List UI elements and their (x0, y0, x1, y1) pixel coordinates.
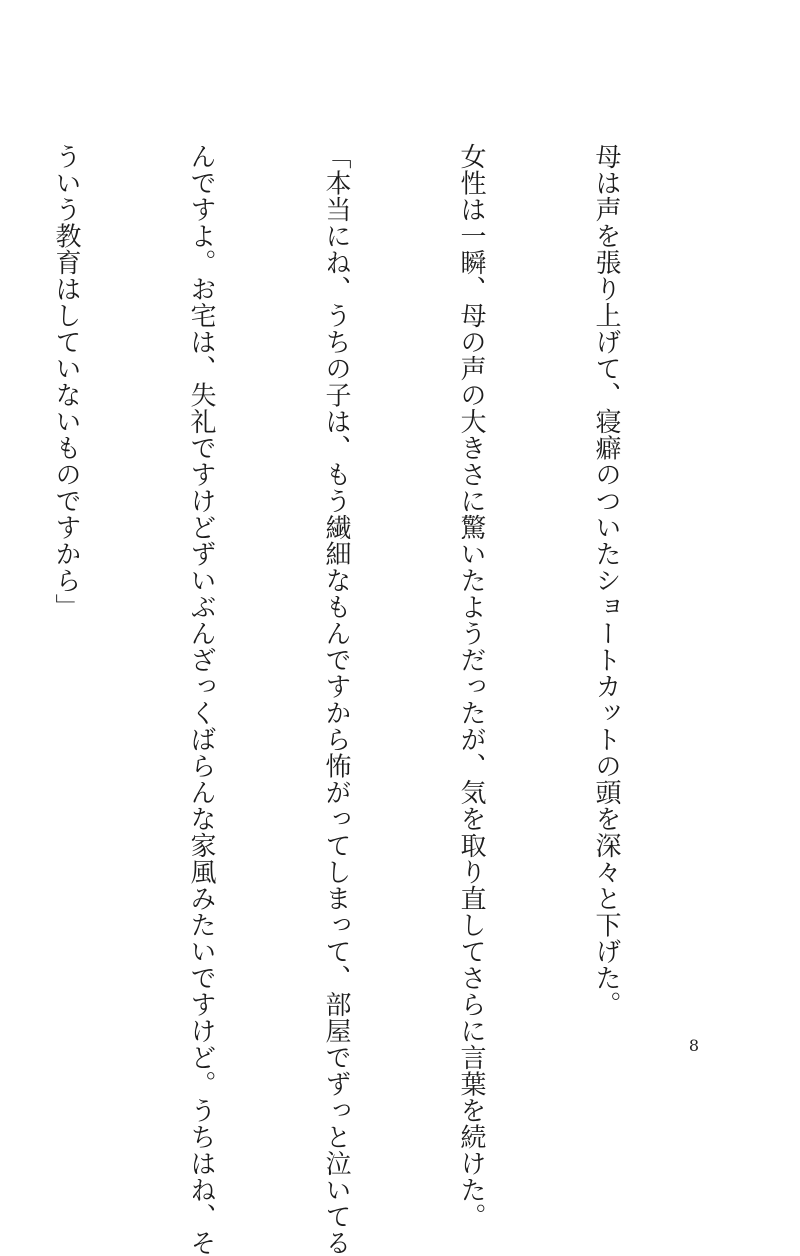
text-line: 母は声を張り上げて、寝癖のついたショートカットの頭を深々と下げた。 (591, 143, 621, 1018)
text-line: 女性は一瞬、母の声の大きさに驚いたようだったが、気を取り直してさらに言葉を続けた。 (456, 143, 486, 1230)
text-line: 「本当にね、うちの子は、もう繊細なもんですから怖がってしまって、部屋でずっと泣いてる (321, 143, 351, 1256)
text-line: ういう教育はしていないものですから」 (51, 143, 81, 620)
body-text (51, 143, 718, 1256)
text-line: んですよ。お宅は、失礼ですけどずいぶんざっくばらんな家風みたいですけど。うちはね、そ (186, 143, 216, 1256)
page-number: 8 (688, 1036, 700, 1055)
